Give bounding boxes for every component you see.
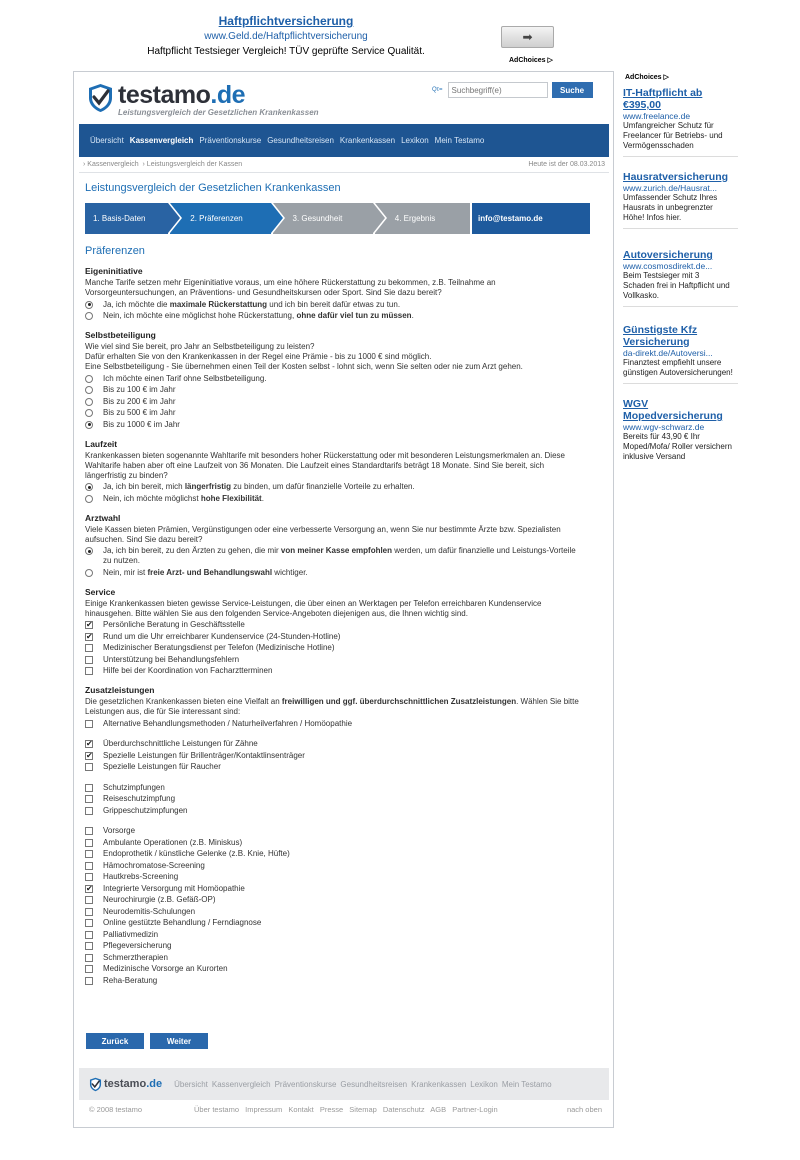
zusatz-option[interactable]: Palliativmedizin [85, 930, 585, 940]
service-title: Service [85, 586, 116, 597]
zusatz-option[interactable]: Neurochirurgie (z.B. Gefäß-OP) [85, 895, 585, 905]
laufzeit-title: Laufzeit [85, 438, 118, 449]
footer-link[interactable]: Presse [319, 1105, 344, 1114]
footer-link[interactable]: Über testamo [194, 1105, 240, 1114]
checkbox[interactable] [85, 656, 93, 664]
shield-check-icon [89, 1077, 102, 1092]
side-ad-desc: Umfassender Schutz Ihres Hausrats in unbegrenzter Höhe! Infos hier. [623, 193, 718, 222]
side-ad-url[interactable]: da-direkt.de/Autoversi... [623, 348, 713, 358]
side-ad-url[interactable]: www.zurich.de/Hausrat... [623, 183, 718, 193]
radio-button[interactable] [85, 398, 93, 406]
page-title: Leistungsvergleich der Gesetzlichen Krankenkassen [85, 182, 341, 194]
step-label: 2. Präferenzen [190, 214, 243, 223]
search-box [432, 82, 593, 98]
zusatz-option[interactable]: Ambulante Operationen (z.B. Miniskus) [85, 838, 585, 848]
nav-uebersicht[interactable]: Übersicht [90, 136, 124, 145]
current-date: Heute ist der 08.03.2013 [528, 161, 605, 168]
checkbox[interactable] [85, 977, 93, 985]
zusatz-option[interactable]: Neurodemitis-Schulungen [85, 907, 585, 917]
zusatz-option[interactable]: Schmerztherapien [85, 953, 585, 963]
checkbox[interactable] [85, 633, 93, 641]
step-basis-daten[interactable] [85, 203, 168, 234]
eigeninitiative-option-max[interactable]: Ja, ich möchte die maximale Rückerstattung und ich bin bereit dafür etwas zu tun. [85, 300, 585, 310]
footer-nav-item[interactable]: Präventionskurse [274, 1079, 337, 1089]
side-ad[interactable] [623, 324, 733, 378]
checkbox[interactable] [85, 752, 93, 760]
radio-button[interactable] [85, 409, 93, 417]
zusatz-option[interactable]: Endoprothetik / künstliche Gelenke (z.B. Knie, Hüfte) [85, 849, 585, 859]
checkbox[interactable] [85, 740, 93, 748]
main-frame [73, 71, 614, 1128]
checkbox[interactable] [85, 919, 93, 927]
eigeninitiative-text: Manche Tarife setzen mehr Eigeninitiative voraus, um eine höhere Rückerstattung zu bekommen, z.B. Teilnahme an Vorsorgeuntersuchungen, an Präventions- und Gesundheitskursen oder Sport. Sind Sie dazu bereit? [85, 278, 496, 297]
footer-nav-item[interactable]: Übersicht [174, 1079, 208, 1089]
step-ergebnis [375, 203, 470, 234]
service-option[interactable]: Hilfe bei der Koordination von Facharztterminen [85, 666, 585, 676]
zusatz-text: Die gesetzlichen Krankenkassen bieten eine Vielfalt an freiwilligen und ggf. überdurchschnittlichen Zusatzleistungen. Wählen Sie bitte Leistungen aus, die für Sie interessant sind: [85, 697, 579, 716]
checkbox[interactable] [85, 720, 93, 728]
side-ad-desc: Beim Testsieger mit 3 Schaden frei in Haftpflicht und Vollkasko. [623, 271, 730, 300]
zusatz-option[interactable]: Hämochromatose-Screening [85, 861, 585, 871]
side-ad[interactable] [623, 398, 733, 462]
zusatz-option[interactable]: Hautkrebs-Screening [85, 872, 585, 882]
footer-link[interactable]: Sitemap [349, 1105, 377, 1114]
radio-button[interactable] [85, 375, 93, 383]
nav-krankenkassen[interactable]: Krankenkassen [339, 136, 396, 145]
top-ad-title[interactable]: Haftpflichtversicherung [218, 14, 354, 28]
service-option[interactable]: ✔ Persönliche Beratung in Geschäftsstelle [85, 620, 585, 630]
zusatz-option[interactable]: Pflegeversicherung [85, 941, 585, 951]
side-ad-desc: Umfangreicher Schutz für Freelancer für Betriebs- und Vermögensschaden [623, 121, 723, 150]
checkbox[interactable] [85, 795, 93, 803]
section-title: Präferenzen [85, 245, 145, 257]
service-text: Einige Krankenkassen bieten gewisse Service-Leistungen, die über einen an Werktagen per Telefon erreichbaren Kundenservice hinausgehen. Bitte wählen Sie aus den folgenden Service-Angeboten diejenigen aus, die Ihnen wichtig sind. [85, 598, 542, 618]
back-button[interactable]: Zurück [86, 1033, 144, 1049]
eigeninitiative-option-min[interactable]: Nein, ich möchte eine möglichst hohe Rückerstattung, ohne dafür viel tun zu müssen. [85, 311, 585, 321]
service-option[interactable]: Unterstützung bei Behandlungsfehlern [85, 655, 585, 665]
footer-link[interactable]: Impressum [245, 1105, 283, 1114]
selbstbeteiligung-option[interactable]: Bis zu 1000 € im Jahr [85, 420, 585, 430]
checkbox[interactable] [85, 784, 93, 792]
selbstbeteiligung-option[interactable]: Bis zu 100 € im Jahr [85, 385, 585, 395]
footer-link[interactable]: Kontakt [288, 1105, 314, 1114]
logo-subtitle: Leistungsvergleich der Gesetzlichen Krankenkassen [118, 108, 319, 117]
side-ad[interactable] [623, 87, 733, 151]
zusatz-option[interactable]: ✔ Überdurchschnittliche Leistungen für Zähne [85, 739, 585, 749]
side-ad-desc: Bereits für 43,90 € Ihr Moped/Mofa/ Roller versichern inklusive Versand [623, 432, 732, 461]
selbstbeteiligung-option[interactable]: Bis zu 500 € im Jahr [85, 408, 585, 418]
checkbox[interactable] [85, 942, 93, 950]
selbstbeteiligung-option[interactable]: Bis zu 200 € im Jahr [85, 397, 585, 407]
footer-nav-item[interactable]: Mein Testamo [501, 1079, 552, 1089]
copyright: © 2008 testamo [89, 1105, 143, 1114]
step-label: 3. Gesundheit [292, 214, 343, 223]
logo-tld: .de [210, 81, 245, 109]
back-to-top-link[interactable]: nach oben [566, 1105, 602, 1114]
radio-button[interactable] [85, 301, 93, 309]
checkbox[interactable] [85, 667, 93, 675]
footer-link[interactable]: Datenschutz [382, 1105, 425, 1114]
checkbox[interactable] [85, 862, 93, 870]
logo-name: testamo [118, 81, 211, 109]
footer-nav-item[interactable]: Lexikon [470, 1079, 498, 1089]
footer-nav-item[interactable]: Kassenvergleich [211, 1079, 271, 1089]
checkbox[interactable] [85, 807, 93, 815]
step-label: 1. Basis-Daten [93, 214, 146, 223]
footer-links [79, 1105, 609, 1114]
checkbox[interactable] [85, 763, 93, 771]
next-button[interactable]: Weiter [150, 1033, 208, 1049]
radio-button[interactable] [85, 312, 93, 320]
breadcrumb [79, 157, 609, 173]
radio-button[interactable] [85, 547, 93, 555]
zusatz-option[interactable]: Alternative Behandlungsmethoden / Naturheilverfahren / Homöopathie [85, 719, 585, 729]
side-ad-title[interactable]: WGV Mopedversicherung [623, 398, 723, 422]
search-button[interactable]: Suche [552, 82, 593, 98]
nav-mein-testamo[interactable]: Mein Testamo [434, 136, 485, 145]
top-ad-text: Haftpflicht Testsieger Vergleich! TÜV geprüfte Service Qualität. [147, 46, 425, 57]
footer-logo-name: testamo [104, 1078, 147, 1090]
zusatz-option[interactable]: Reha-Beratung [85, 976, 585, 986]
form-buttons [86, 1033, 214, 1049]
zusatz-option[interactable]: Spezielle Leistungen für Raucher [85, 762, 585, 772]
contact-email[interactable]: info@testamo.de [472, 203, 590, 234]
footer-nav-item[interactable]: Gesundheitsreisen [340, 1079, 408, 1089]
laufzeit-option-flex[interactable]: Nein, ich möchte möglichst hohe Flexibilität. [85, 494, 585, 504]
search-input[interactable] [448, 82, 548, 98]
arztwahl-option-free[interactable]: Nein, mir ist freie Arzt- und Behandlungswahl wichtiger. [85, 568, 585, 578]
side-ad-url[interactable]: www.cosmosdirekt.de... [623, 261, 713, 271]
radio-button[interactable] [85, 483, 93, 491]
footer-link[interactable]: Partner-Login [452, 1105, 498, 1114]
laufzeit-text: Krankenkassen bieten sogenannte Wahltarife mit besonders hoher Rückerstattung oder mit besonderen Leistungsmerkmalen an. Diese Wahltarife haben aber oft eine Laufzeit von 36 Monaten. Die Laufzeit eines Standardtarifs beträgt 18 Monate. Sind Sie bereit, sich längerfristig zu binden? [85, 450, 565, 480]
zusatz-option[interactable]: Medizinische Vorsorge an Kurorten [85, 964, 585, 974]
selbstbeteiligung-line3: Eine Selbstbeteiligung - Sie übernehmen einen Teil der Kosten selbst - lohnt sich, wenn Sie selten oder nie zum Arzt gehen. [85, 362, 523, 371]
adchoices-top[interactable]: AdChoices ▷ [509, 57, 553, 64]
side-ad[interactable] [623, 249, 733, 301]
checkbox[interactable] [85, 896, 93, 904]
step-label: 4. Ergebnis [394, 214, 436, 223]
service-option[interactable]: Medizinischer Beratungsdienst per Telefon (Medizinische Hotline) [85, 643, 585, 653]
checkbox[interactable] [85, 850, 93, 858]
checkbox[interactable] [85, 621, 93, 629]
step-praeferenzen[interactable] [170, 203, 270, 234]
checkbox[interactable] [85, 839, 93, 847]
checkbox[interactable] [85, 931, 93, 939]
side-ad-url[interactable]: www.wgv-schwarz.de [623, 422, 705, 432]
checkbox[interactable] [85, 827, 93, 835]
arztwahl-text: Viele Kassen bieten Prämien, Vergünstigungen oder eine verbesserte Versorgung an, wenn Sie nur bestimmte Ärzte bzw. Spezialisten aufsuchen. Sind Sie dazu bereit? [85, 524, 561, 544]
zusatz-option[interactable]: ✔ Spezielle Leistungen für Brillenträger/Kontaktlinsenträger [85, 751, 585, 761]
radio-button[interactable] [85, 569, 93, 577]
arrow-right-icon: ➡ [522, 30, 533, 44]
checkbox[interactable] [85, 644, 93, 652]
arztwahl-option-recommended[interactable]: Ja, ich bin bereit, zu den Ärzten zu gehen, die mir von meiner Kasse empfohlen werden, um dafür finanzielle und Leistungs-Vorteile zu nutzen. [85, 546, 585, 566]
zusatz-option[interactable]: Online gestützte Behandlung / Ferndiagnose [85, 918, 585, 928]
eigeninitiative-title: Eigeninitiative [85, 266, 143, 276]
breadcrumb-leistungsvergleich[interactable]: › Leistungsvergleich der Kassen [142, 161, 243, 168]
side-ad-title[interactable]: Autoversicherung [623, 249, 713, 261]
nav-praeventionskurse[interactable]: Präventionskurse [199, 136, 262, 145]
side-ad-url[interactable]: www.freelance.de [623, 111, 691, 121]
zusatz-option[interactable]: Vorsorge [85, 826, 585, 836]
zusatz-option[interactable]: ✔ Integrierte Versorgung mit Homöopathie [85, 884, 585, 894]
testamo-logo[interactable] [87, 83, 319, 117]
search-label: Qτ= [432, 87, 443, 93]
adchoices-side[interactable]: AdChoices ▷ [625, 74, 669, 81]
zusatz-option[interactable]: Schutzimpfungen [85, 783, 585, 793]
checkbox[interactable] [85, 908, 93, 916]
checkbox[interactable] [85, 965, 93, 973]
selbstbeteiligung-title: Selbstbeteiligung [85, 330, 156, 340]
checkbox[interactable] [85, 873, 93, 881]
footer-link[interactable]: AGB [430, 1105, 447, 1114]
laufzeit-option-long[interactable]: Ja, ich bin bereit, mich längerfristig zu binden, um dafür finanzielle Vorteile zu erhalten. [85, 482, 585, 492]
top-ad-url[interactable]: www.Geld.de/Haftpflichtversicherung [204, 31, 368, 42]
arztwahl-title: Arztwahl [85, 512, 121, 523]
selbstbeteiligung-line2: Dafür erhalten Sie von den Krankenkassen in der Regel eine Prämie - bis zu 1000 € sind möglich. [85, 352, 432, 361]
side-ad[interactable] [623, 171, 733, 223]
side-ad-title[interactable]: Günstigste Kfz Versicherung [623, 324, 698, 348]
side-ad-title[interactable]: Hausratversicherung [623, 171, 729, 183]
radio-button[interactable] [85, 495, 93, 503]
selbstbeteiligung-option[interactable]: Ich möchte einen Tarif ohne Selbstbeteiligung. [85, 374, 585, 384]
breadcrumb-kassenvergleich[interactable]: › Kassenvergleich [83, 161, 139, 168]
service-option[interactable]: ✔ Rund um die Uhr erreichbarer Kundenservice (24-Stunden-Hotline) [85, 632, 585, 642]
checkbox[interactable] [85, 885, 93, 893]
nav-kassenvergleich[interactable]: Kassenvergleich [129, 136, 194, 145]
zusatz-title: Zusatzleistungen [85, 685, 155, 695]
zusatz-option[interactable]: Grippeschutzimpfungen [85, 806, 585, 816]
top-ad[interactable] [0, 14, 572, 57]
preferences-form [85, 266, 585, 986]
side-ad-title[interactable]: IT-Haftpflicht ab €395,00 [623, 87, 703, 111]
footer-nav [79, 1068, 609, 1100]
top-ad-arrow-button[interactable] [501, 26, 554, 48]
checkbox[interactable] [85, 954, 93, 962]
selbstbeteiligung-line1: Wie viel sind Sie bereit, pro Jahr an Selbstbeteiligung zu leisten? [85, 342, 315, 351]
nav-gesundheitsreisen[interactable]: Gesundheitsreisen [267, 136, 334, 145]
step-gesundheit [273, 203, 373, 234]
footer-nav-item[interactable]: Krankenkassen [411, 1079, 467, 1089]
zusatz-option[interactable]: Reiseschutzimpfung [85, 794, 585, 804]
radio-button[interactable] [85, 386, 93, 394]
radio-button[interactable] [85, 421, 93, 429]
shield-check-icon [87, 83, 114, 113]
wizard-steps [85, 203, 590, 234]
nav-lexikon[interactable]: Lexikon [401, 136, 429, 145]
main-nav [79, 124, 609, 157]
footer-logo[interactable] [89, 1077, 162, 1092]
footer-logo-tld: .de [146, 1078, 163, 1090]
side-ad-desc: Finanztest empfiehlt unsere günstigen Autoversicherungen! [623, 358, 733, 377]
